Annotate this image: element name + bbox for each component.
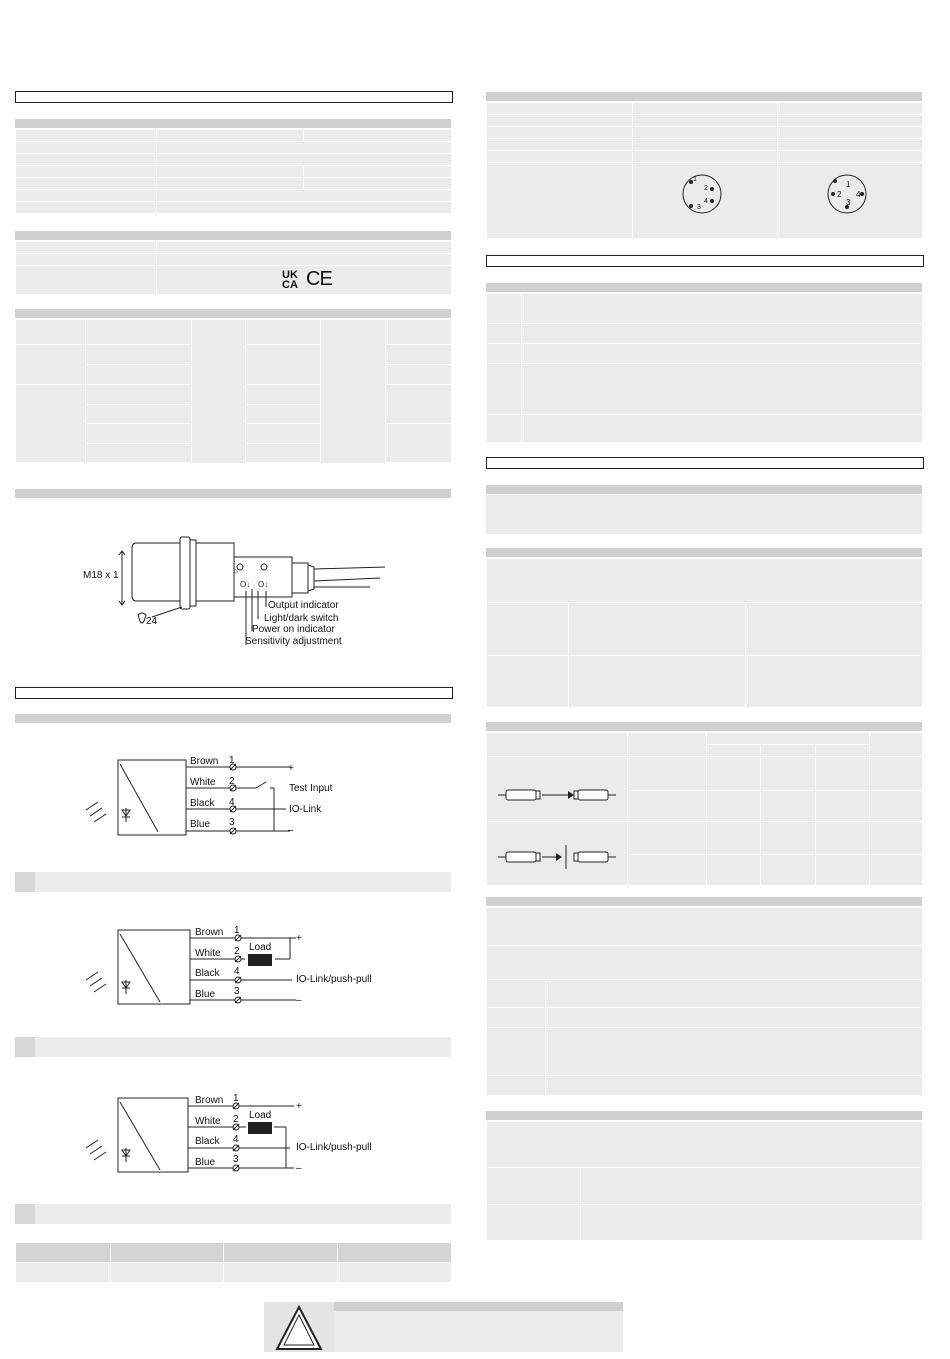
pin-number-1: 1 — [229, 755, 235, 766]
pin-number-2: 2 — [234, 946, 240, 957]
io-link-push-pull-label: IO-Link/push-pull — [296, 1142, 372, 1153]
left-pin-4: 4 — [704, 198, 708, 205]
wire-label-black: Black — [195, 1136, 220, 1147]
info-block-4-table — [486, 1121, 923, 1241]
pin-number-4: 4 — [229, 797, 235, 808]
left-pin-3: 3 — [697, 204, 701, 211]
pin-number-3: 3 — [229, 817, 235, 828]
left-pin-2: 2 — [704, 185, 708, 192]
wiring-1-header — [15, 714, 451, 723]
connector-table — [486, 102, 923, 239]
info-block-3-table — [486, 907, 923, 1096]
callout-output-indicator: Output indicator — [268, 600, 339, 611]
right-pin-1: 1 — [846, 180, 851, 189]
wire-label-brown: Brown — [195, 1095, 224, 1106]
svg-text:O↓: O↓ — [240, 580, 251, 589]
connector-pinout-right — [825, 172, 869, 216]
svg-text:O↓: O↓ — [258, 580, 269, 589]
table-c-header — [15, 309, 451, 318]
callout-power-on-indicator: Power on indicator — [252, 624, 335, 635]
dimension-drawing-header — [15, 489, 451, 498]
info-block-4-header — [486, 1111, 922, 1120]
plus-terminal: + — [296, 933, 302, 944]
connector-pinout-left — [680, 172, 724, 216]
wire-label-brown: Brown — [190, 756, 219, 767]
numbered-table — [486, 293, 923, 443]
wire-label-brown: Brown — [195, 927, 224, 938]
left-section-title-box-1 — [15, 91, 453, 103]
right-section-title-box-2 — [486, 457, 924, 469]
load-label: Load — [249, 942, 272, 953]
wire-label-blue: Blue — [195, 1157, 216, 1168]
info-block-3-header — [486, 897, 922, 906]
table-c — [15, 319, 452, 464]
load-label: Load — [249, 1110, 272, 1121]
pin-number-3: 3 — [234, 986, 240, 997]
minus-terminal: – — [296, 1163, 302, 1174]
ukca-mark-bottom: CA — [282, 279, 298, 291]
callout-light-dark-switch: Light/dark switch — [264, 613, 339, 624]
pin-number-4: 4 — [233, 1134, 239, 1145]
pin-number-2: 2 — [229, 776, 235, 787]
table-a — [15, 129, 452, 214]
bottom-left-marker — [15, 1204, 35, 1224]
connector-table-header — [486, 92, 922, 101]
sensor-illustration-interrupted-beam — [496, 845, 620, 869]
pin-number-1: 1 — [233, 1093, 239, 1104]
left-pin-1: 1 — [693, 176, 697, 183]
wiring-2-header — [15, 872, 451, 892]
bottom-left-table — [15, 1242, 452, 1283]
wrench-size-label: 24 — [146, 616, 158, 627]
info-block-2-header — [486, 548, 922, 557]
wire-label-white: White — [195, 1116, 221, 1127]
table-b-header — [15, 231, 451, 240]
wiring-3-header — [15, 1037, 451, 1057]
warning-triangle-icon — [274, 1304, 324, 1352]
sensor-illustration-through-beam — [496, 785, 620, 805]
minus-terminal: – — [296, 995, 302, 1006]
numbered-table-header — [486, 283, 922, 292]
wire-label-blue: Blue — [195, 989, 216, 1000]
right-section-title-box-1 — [486, 255, 924, 267]
wiring-2-marker — [15, 872, 35, 892]
dimension-drawing — [80, 535, 400, 650]
right-pin-4: 4 — [856, 190, 861, 199]
wire-label-white: White — [195, 948, 221, 959]
right-pin-3: 3 — [846, 198, 851, 207]
info-block-1-header — [486, 485, 922, 494]
ukca-mark — [279, 270, 301, 290]
wire-label-black: Black — [190, 798, 215, 809]
svg-text:☼: ☼ — [232, 566, 240, 575]
info-block-1 — [486, 495, 922, 534]
warning-block-header — [334, 1302, 623, 1311]
bottom-left-header — [15, 1204, 451, 1224]
left-section-title-box-2 — [15, 687, 453, 699]
ce-mark: CE — [306, 268, 332, 290]
ukca-mark-top: UK — [282, 269, 298, 281]
test-input-label: Test Input — [289, 783, 333, 794]
pin-number-3: 3 — [233, 1154, 239, 1165]
mode-table-header — [486, 722, 922, 731]
wire-label-white: White — [190, 777, 216, 788]
right-pin-2: 2 — [837, 190, 842, 199]
table-a-header — [15, 119, 451, 128]
table-b — [15, 241, 452, 295]
pin-number-2: 2 — [233, 1114, 239, 1125]
wiring-diagram-2 — [80, 922, 380, 1007]
wiring-diagram-3 — [80, 1090, 380, 1175]
minus-terminal: – — [288, 825, 294, 836]
thread-label: M18 x 1 — [83, 570, 119, 581]
wire-label-black: Black — [195, 968, 220, 979]
io-link-label: IO-Link — [289, 804, 322, 815]
plus-terminal: + — [288, 763, 294, 774]
pin-number-4: 4 — [234, 966, 240, 977]
callout-sensitivity-adjustment: Sensitivity adjustment — [245, 636, 342, 647]
io-link-push-pull-label: IO-Link/push-pull — [296, 974, 372, 985]
wire-label-blue: Blue — [190, 819, 211, 830]
plus-terminal: + — [296, 1101, 302, 1112]
pin-number-1: 1 — [234, 925, 240, 936]
info-block-2-table — [486, 558, 923, 708]
wiring-3-marker — [15, 1037, 35, 1057]
